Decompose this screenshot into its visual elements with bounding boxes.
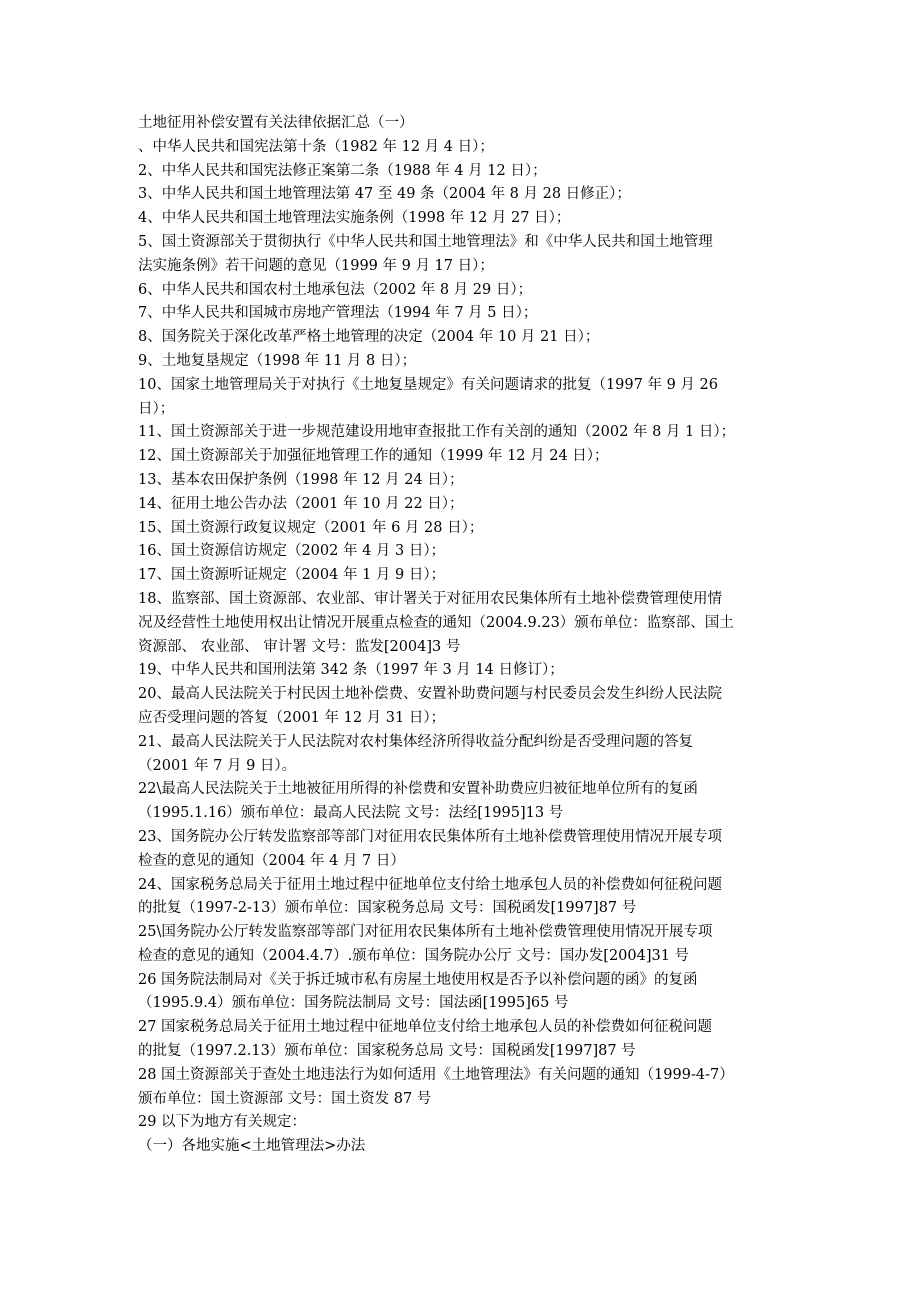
list-item-line: 、中华人民共和国宪法第十条（1982 年 12 月 4 日）； [138,138,494,155]
list-item [138,493,786,517]
list-item [138,231,786,279]
list-item [138,469,786,493]
list-item-line: （1995.1.16）颁布单位：最高人民法院 文号：法经[1995]13 号 [138,805,564,822]
list-item-line: 4、中华人民共和国土地管理法实施条例（1998 年 12 月 27 日）； [138,210,571,227]
list-item [138,445,786,469]
list-item [138,302,786,326]
list-item-line: 日）； [138,400,175,417]
list-item [138,683,786,731]
list-item-line: 13、基本农田保护条例（1998 年 12 月 24 日）； [138,471,464,488]
list-item-line: 19、中华人民共和国刑法第 342 条（1997 年 3 月 14 日修订）； [138,662,564,679]
list-item [138,1016,786,1064]
list-item [138,1064,786,1112]
list-item-line: 7、中华人民共和国城市房地产管理法（1994 年 7 月 5 日）； [138,305,538,322]
list-item-line: 22\最高人民法院关于土地被征用所得的补偿费和安置补助费应归被征地单位所有的复函 [138,781,698,798]
list-item-line: 11、国土资源部关于进一步规范建设用地审查报批工作有关剖的通知（2002 年 8 月 1 日）； [138,424,736,441]
list-item-line: 20、最高人民法院关于村民因土地补偿费、安置补助费问题与村民委员会发生纠纷人民法院 [138,686,722,703]
list-item [138,1111,786,1135]
list-item-line: 检查的意见的通知（2004.4.7）.颁布单位：国务院办公厅 文号：国办发[2004]31 号 [138,947,690,964]
list-item [138,326,786,350]
list-item [138,826,786,874]
list-item [138,374,786,422]
list-item-line: 26 国务院法制局对《关于拆迁城市私有房屋土地使用权是否予以补偿问题的函》的复函 [138,971,698,988]
list-item-line: 15、国土资源行政复议规定（2001 年 6 月 28 日）； [138,519,484,536]
list-item-line: 12、国土资源部关于加强征地管理工作的通知（1999 年 12 月 24 日）； [138,448,609,465]
list-item [138,921,786,969]
list-item-line: 资源部、 农业部、 审计署 文号：监发[2004]3 号 [138,638,461,655]
list-item [138,659,786,683]
list-item [138,183,786,207]
document-title: 土地征用补偿安置有关法律依据汇总（一） [138,115,414,131]
list-item-line: 14、征用土地公告办法（2001 年 10 月 22 日）； [138,495,464,512]
list-item [138,731,786,779]
list-item-line: 颁布单位：国土资源部 文号：国土资发 87 号 [138,1090,432,1107]
list-item [138,540,786,564]
list-item-line: 的批复（1997-2-13）颁布单位：国家税务总局 文号：国税函发[1997]87 号 [138,900,637,917]
list-item-line: 10、国家土地管理局关于对执行《土地复垦规定》有关问题请求的批复（1997 年 9 月 26 [138,376,718,393]
list-item-line: 检查的意见的通知（2004 年 4 月 7 日） [138,852,405,869]
list-item-line: 况及经营性土地使用权出让情况开展重点检查的通知（2004.9.23）颁布单位：监察部、国土 [138,614,734,631]
list-item-line: （一）各地实施<土地管理法>办法 [138,1138,366,1155]
list-item [138,778,786,826]
list-item-line: 5、国土资源部关于贯彻执行《中华人民共和国土地管理法》和《中华人民共和国土地管理 [138,233,713,250]
list-item-line: 的批复（1997.2.13）颁布单位：国家税务总局 文号：国税函发[1997]87 号 [138,1043,636,1060]
list-item [138,564,786,588]
document-page [138,112,786,1159]
list-item-line: 3、中华人民共和国土地管理法第 47 至 49 条（2004 年 8 月 28 日修正）； [138,186,631,203]
list-item [138,421,786,445]
list-item-line: 应否受理问题的答复（2001 年 12 月 31 日）； [138,709,446,726]
list-item-line: 25\国务院办公厅转发监察部等部门对征用农民集体所有土地补偿费管理使用情况开展专项 [138,924,713,941]
list-item-line: 23、国务院办公厅转发监察部等部门对征用农民集体所有土地补偿费管理使用情况开展专项 [138,828,722,845]
list-item-line: 16、国土资源信访规定（2002 年 4 月 3 日）； [138,543,446,560]
list-item [138,350,786,374]
list-item [138,136,786,160]
list-item [138,160,786,184]
list-item-line: 28 国土资源部关于查处土地违法行为如何适用《土地管理法》有关问题的通知（1999-4-7） [138,1066,734,1083]
list-item [138,517,786,541]
list-item-line: 21、最高人民法院关于人民法院对农村集体经济所得收益分配纠纷是否受理问题的答复 [138,733,693,750]
list-item [138,588,786,659]
list-item [138,279,786,303]
list-item [138,1135,786,1159]
list-item-line: 6、中华人民共和国农村土地承包法（2002 年 8 月 29 日）； [138,281,533,298]
list-item-line: 24、国家税务总局关于征用土地过程中征地单位支付给土地承包人员的补偿费如何征税问题 [138,876,722,893]
list-item [138,874,786,922]
list-item-line: （1995.9.4）颁布单位：国务院法制局 文号：国法函[1995]65 号 [138,995,569,1012]
list-item-line: 18、监察部、国土资源部、农业部、审计署关于对征用农民集体所有土地补偿费管理使用情 [138,590,722,607]
list-item-line: 2、中华人民共和国宪法修正案第二条（1988 年 4 月 12 日）； [138,162,547,179]
item-list [138,136,786,1159]
list-item-line: 9、土地复垦规定（1998 年 11 月 8 日）； [138,352,417,369]
list-item-line: 27 国家税务总局关于征用土地过程中征地单位支付给土地承包人员的补偿费如何征税问题 [138,1019,713,1036]
list-item-line: 17、国土资源听证规定（2004 年 1 月 9 日）； [138,567,446,584]
list-item-line: 法实施条例》若干问题的意见（1999 年 9 月 17 日）； [138,257,494,274]
list-item-line: 8、国务院关于深化改革严格土地管理的决定（2004 年 10 月 21 日）； [138,329,600,346]
list-item [138,969,786,1017]
list-item-line: 29 以下为地方有关规定： [138,1114,307,1131]
list-item-line: （2001 年 7 月 9 日）。 [138,757,297,774]
list-item [138,207,786,231]
